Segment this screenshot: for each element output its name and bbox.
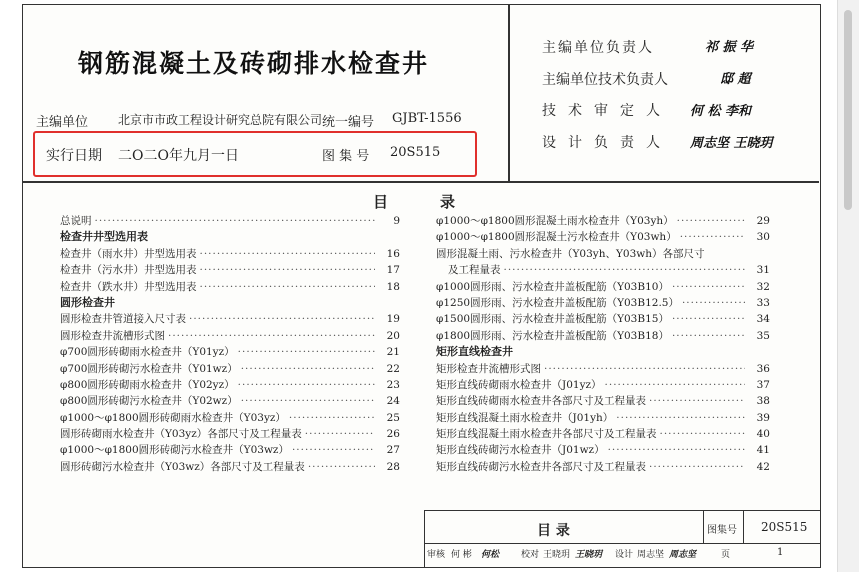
toc-leader-dots [504, 262, 746, 278]
toc-entry-title: 矩形检查井流槽形式图 [436, 362, 541, 375]
toc-leader-dots [677, 213, 745, 229]
toc-entry[interactable] [436, 442, 770, 458]
toc-leader-dots [292, 442, 375, 458]
toc-entry-page: 34 [756, 313, 770, 326]
toc-entry-page: 16 [386, 247, 400, 260]
toc-leader-dots [544, 361, 745, 377]
design-name: 周志坚 [637, 550, 665, 560]
toc-entry[interactable] [436, 393, 770, 409]
toc-leader-dots [660, 426, 746, 442]
toc-entry-title: 检查井井型选用表 [60, 230, 148, 244]
toc-entry-title: φ700圆形砖砌雨水检查井（Y01yz） [60, 346, 235, 359]
toc-entry-title: φ1000～φ1800圆形混凝土雨水检查井（Y03yh） [436, 215, 674, 227]
toc-entry-title: 检查井（污水井）井型选用表 [60, 264, 197, 277]
toc-entry-title: 矩形直线砖砌污水检查井（J01wz） [436, 444, 605, 457]
toc-entry-title: 矩形直线混凝土雨水检查井（J01yh） [436, 411, 614, 424]
toc-leader-dots [95, 213, 376, 229]
toc-entry[interactable] [60, 246, 400, 262]
title-block [424, 510, 820, 567]
check-label: 校对 [521, 550, 540, 560]
toc-entry-page: 24 [386, 395, 400, 408]
toc-left-column [60, 213, 400, 475]
toc-entry-title: 圆形混凝土雨、污水检查井（Y03yh、Y03wh）各部尺寸 [436, 247, 705, 260]
toc-entry[interactable] [60, 377, 400, 393]
toc-entry-page: 21 [386, 346, 400, 359]
toc-entry[interactable] [60, 279, 400, 295]
toc-entry-page: 36 [756, 362, 770, 375]
toc-entry-title: φ1000～φ1800圆形砖砌污水检查井（Y03wz） [60, 444, 289, 457]
toc-entry-title: φ1000～φ1800圆形混凝土污水检查井（Y03wh） [436, 231, 677, 244]
toc-entry[interactable] [436, 279, 770, 295]
toc-entry[interactable] [436, 459, 770, 475]
date-value: 二O二O年九月一日 [118, 148, 239, 164]
toc-entry-title: 圆形砖砌污水检查井（Y03wz）各部尺寸及工程量表 [60, 460, 305, 473]
toc-entry-page: 20 [386, 329, 400, 342]
toc-leader-dots [680, 229, 745, 245]
toc-entry[interactable] [60, 393, 400, 409]
toc-entry-page: 18 [386, 280, 400, 293]
toc-entry-page: 37 [756, 378, 770, 391]
toc-entry[interactable] [436, 262, 770, 278]
toc-entry-page: 9 [393, 215, 400, 227]
toc-leader-dots [608, 442, 745, 458]
toc-entry[interactable] [60, 410, 400, 426]
toc-title-right: 录 [440, 193, 458, 211]
toc-entry[interactable] [60, 328, 400, 344]
toc-entry-title: φ700圆形砖砌污水检查井（Y01wz） [60, 362, 238, 375]
scrollbar-thumb[interactable] [844, 10, 852, 210]
toc-leader-dots [305, 426, 375, 442]
toc-section-heading [436, 344, 770, 360]
toc-leader-dots [238, 377, 375, 393]
signature-mark: 祁 振 华 [705, 40, 754, 55]
toc-entry-page: 39 [756, 411, 770, 424]
toc-entry-page: 19 [386, 313, 400, 326]
toc-leader-dots [168, 328, 375, 344]
toc-leader-dots [200, 262, 376, 278]
toc-entry-title: φ1000圆形雨、污水检查井盖板配筋（Y03B10） [436, 280, 669, 293]
toc-entry-title: 总说明 [60, 215, 92, 227]
title-block-name: 目 录 [537, 523, 570, 539]
toc-entry-page: 40 [756, 428, 770, 441]
toc-leader-dots [672, 279, 745, 295]
toc-leader-dots [238, 344, 375, 360]
toc-section-heading [60, 295, 400, 311]
toc-entry-title: 圆形检查井 [60, 295, 115, 309]
toc-entry-title: 检查井（雨水井）井型选用表 [60, 247, 197, 260]
toc-entry-page: 26 [386, 428, 400, 441]
toc-leader-dots [649, 393, 745, 409]
toc-entry-title: 矩形直线检查井 [436, 345, 513, 359]
toc-entry-page: 22 [386, 362, 400, 375]
toc-entry[interactable] [60, 311, 400, 327]
check-name: 王晓玥 [543, 550, 571, 560]
toc-title-left: 目 [373, 193, 391, 211]
toc-entry-title: φ800圆形砖砌污水检查井（Y02wz） [60, 395, 238, 408]
review-name: 何 彬 [451, 550, 472, 560]
toc-leader-dots [682, 295, 745, 311]
toc-entry-title: 圆形检查井流槽形式图 [60, 329, 165, 342]
atlas-title: 钢筋混凝土及砖砌排水检查井 [78, 49, 430, 78]
toc-entry-page: 42 [756, 460, 770, 473]
toc-leader-dots [200, 279, 376, 295]
toc-entry-page: 33 [756, 296, 770, 309]
toc-entry[interactable] [436, 426, 770, 442]
toc-entry-title: 矩形直线混凝土雨水检查井各部尺寸及工程量表 [436, 428, 657, 441]
toc-entry[interactable] [60, 442, 400, 458]
signature-role: 主编单位负责人 [542, 40, 654, 56]
toc-leader-dots [605, 377, 745, 393]
toc-entry-title: 检查井（跌水井）井型选用表 [60, 280, 197, 293]
toc-entry-title: 及工程量表 [448, 264, 501, 277]
toc-entry-page: 25 [386, 411, 400, 424]
toc-entry-title: 圆形砖砌雨水检查井（Y03yz）各部尺寸及工程量表 [60, 428, 302, 441]
toc-leader-dots [649, 459, 745, 475]
toc-leader-dots [241, 393, 375, 409]
editor-value: 北京市市政工程设计研究总院有限公司 [118, 113, 323, 127]
toc-entry[interactable] [436, 246, 770, 262]
toc-right-column [436, 213, 770, 475]
review-signature: 何松 [481, 550, 500, 560]
toc-entry-title: 矩形直线砖砌雨水检查井各部尺寸及工程量表 [436, 395, 646, 408]
toc-entry[interactable] [436, 295, 770, 311]
toc-entry-page: 30 [756, 231, 770, 244]
toc-entry-page: 17 [386, 264, 400, 277]
toc-entry[interactable] [60, 426, 400, 442]
toc-leader-dots [616, 410, 745, 426]
scrollbar[interactable] [837, 0, 859, 572]
toc-entry-title: φ1000～φ1800圆形砖砌雨水检查井（Y03yz） [60, 411, 286, 424]
toc-entry-page: 27 [386, 444, 400, 457]
toc-entry-title: φ1500圆形雨、污水检查井盖板配筋（Y03B15） [436, 313, 669, 326]
toc-leader-dots [241, 361, 375, 377]
toc-entry[interactable] [436, 377, 770, 393]
toc-entry-page: 29 [756, 215, 770, 227]
toc-entry[interactable] [60, 459, 400, 475]
toc-entry-page: 31 [756, 264, 770, 277]
toc-entry-page: 32 [756, 280, 770, 293]
toc-entry-title: φ1800圆形雨、污水检查井盖板配筋（Y03B18） [436, 329, 669, 342]
date-label: 实行日期 [46, 148, 102, 164]
signature-role: 技术审定人 [542, 103, 672, 119]
toc-entry-title: φ800圆形砖砌雨水检查井（Y02yz） [60, 378, 235, 391]
signature-role: 主编单位技术负责人 [542, 72, 668, 88]
toc-entry[interactable] [436, 213, 770, 229]
toc-entry[interactable] [436, 328, 770, 344]
toc-entry[interactable] [60, 361, 400, 377]
design-label: 设计 [615, 550, 634, 560]
toc-leader-dots [189, 311, 375, 327]
toc-leader-dots [672, 311, 745, 327]
toc-entry-title: 圆形检查井管道接入尺寸表 [60, 313, 186, 326]
signature-mark: 何 松 李和 [690, 104, 752, 119]
signature-role: 设计负责人 [542, 135, 672, 151]
page-value: 1 [777, 547, 784, 558]
toc-entry[interactable] [436, 410, 770, 426]
code-value: GJBT-1556 [392, 111, 462, 126]
toc-entry-title: 矩形直线砖砌污水检查井各部尺寸及工程量表 [436, 460, 646, 473]
page-label: 页 [721, 550, 731, 560]
toc-entry[interactable] [436, 311, 770, 327]
toc-entry-page: 41 [756, 444, 770, 457]
title-block-atlas-label: 图集号 [707, 525, 737, 536]
toc-leader-dots [289, 410, 375, 426]
atlas-no-label: 图 集 号 [322, 149, 370, 164]
toc-leader-dots [672, 328, 745, 344]
toc-leader-dots [200, 246, 376, 262]
check-signature: 王晓玥 [575, 550, 603, 560]
toc-entry[interactable] [436, 361, 770, 377]
toc-entry[interactable] [60, 262, 400, 278]
toc-section-heading [60, 229, 400, 245]
toc-entry-page: 38 [756, 395, 770, 408]
design-signature: 周志坚 [669, 550, 697, 560]
toc-entry-page: 28 [386, 460, 400, 473]
title-block-atlas-value: 20S515 [761, 520, 808, 534]
toc-entry[interactable] [436, 229, 770, 245]
editor-label: 主编单位 [36, 115, 89, 130]
signature-mark: 邸 超 [720, 72, 751, 87]
signature-mark: 周志坚 王晓玥 [690, 136, 773, 151]
toc-entry[interactable] [60, 213, 400, 229]
header-vertical-rule [508, 4, 510, 181]
toc-entry[interactable] [60, 344, 400, 360]
toc-entry-title: 矩形直线砖砌雨水检查井（J01yz） [436, 378, 602, 391]
header-bottom-rule [22, 181, 819, 183]
atlas-no-value: 20S515 [390, 145, 441, 160]
toc-entry-page: 23 [386, 378, 400, 391]
review-label: 审核 [427, 550, 446, 560]
toc-entry-page: 35 [756, 329, 770, 342]
toc-leader-dots [308, 459, 375, 475]
code-label: 统一编号 [322, 115, 375, 130]
toc-entry-title: φ1250圆形雨、污水检查井盖板配筋（Y03B12.5） [436, 296, 679, 309]
